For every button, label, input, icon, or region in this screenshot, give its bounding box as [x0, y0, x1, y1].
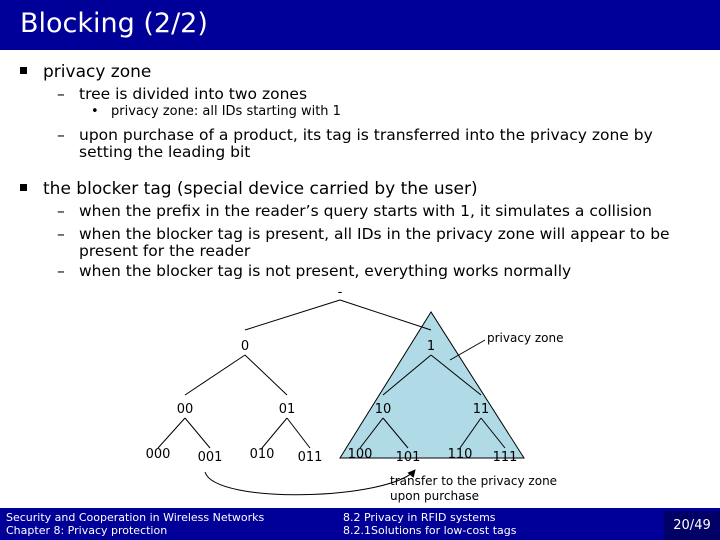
slide-title: Blocking (2/2) [20, 8, 208, 39]
sub-bullet-not-present [57, 263, 571, 280]
sub-sub-bullet-text: privacy zone: all IDs starting with 1 [111, 104, 341, 119]
title-bar [0, 0, 720, 50]
edge-0-01 [245, 355, 287, 395]
node-001: 001 [197, 450, 223, 465]
node-101: 101 [395, 450, 421, 465]
node-100: 100 [347, 447, 373, 462]
node-0: 0 [240, 339, 250, 354]
sub-bullet-text: tree is divided into two zones [79, 85, 308, 103]
edge-00-001 [185, 418, 210, 448]
node-root: - [337, 285, 343, 300]
bullet-text: privacy zone [43, 62, 152, 82]
page-number-box [664, 511, 720, 540]
sub-bullet-text: when the blocker tag is not present, everything works normally [79, 262, 572, 280]
sub-sub-bullet-privacy-ids [91, 104, 341, 120]
footer-bar [0, 508, 720, 540]
node-111: 111 [492, 450, 518, 465]
footer-subsection-title: 8.2.1Solutions for low-cost tags [343, 524, 517, 537]
dash-icon: – [57, 262, 65, 280]
node-1: 1 [426, 339, 436, 354]
dash-icon: – [57, 225, 65, 243]
page-number: 20/49 [673, 518, 711, 533]
sub-bullet-text: when the prefix in the reader’s query starts with 1, it simulates a collision [79, 202, 652, 220]
dash-icon: – [57, 202, 65, 220]
node-010: 010 [249, 447, 275, 462]
sub-bullet-text: when the blocker tag is present, all IDs in the privacy zone will appear to be [79, 225, 670, 243]
footer-section-title: 8.2 Privacy in RFID systems [343, 511, 496, 524]
sub-bullet-prefix [57, 203, 652, 220]
square-bullet-icon [20, 184, 27, 191]
edge-root-1 [340, 300, 431, 330]
edge-0-00 [185, 355, 245, 395]
footer-chapter: Chapter 8: Privacy protection [6, 524, 168, 537]
bullet-text: the blocker tag (special device carried by the user) [43, 179, 478, 199]
sub-bullet-text: present for the reader [79, 242, 251, 260]
dash-icon: – [57, 85, 65, 103]
dot-bullet-icon: • [91, 104, 99, 119]
node-00: 00 [176, 402, 194, 417]
sub-bullet-text: setting the leading bit [79, 143, 251, 161]
sub-bullet-upon-purchase [57, 127, 653, 144]
sub-bullet-present-cont [57, 243, 250, 260]
footer-section [343, 511, 517, 537]
sub-bullet-tree-divided [57, 86, 307, 103]
bullet-blocker-tag [20, 179, 478, 199]
transfer-arrow [205, 470, 415, 495]
node-011: 011 [297, 450, 323, 465]
node-01: 01 [278, 402, 296, 417]
node-000: 000 [145, 447, 171, 462]
transfer-label-line2: upon purchase [390, 489, 480, 503]
node-110: 110 [447, 447, 473, 462]
edge-00-000 [158, 418, 185, 448]
square-bullet-icon [20, 67, 27, 74]
sub-bullet-text: upon purchase of a product, its tag is transferred into the privacy zone by [79, 126, 653, 144]
edge-01-011 [287, 418, 310, 448]
footer-course [6, 511, 264, 537]
node-11: 11 [472, 402, 490, 417]
node-10: 10 [374, 402, 392, 417]
footer-course-title: Security and Cooperation in Wireless Networks [6, 511, 265, 524]
dash-icon: – [57, 126, 65, 144]
bullet-privacy-zone [20, 62, 151, 82]
privacy-zone-label: privacy zone [487, 331, 564, 345]
binary-tree-diagram [0, 285, 720, 507]
edge-01-010 [262, 418, 287, 448]
sub-bullet-present [57, 226, 670, 243]
transfer-label-line1: transfer to the privacy zone [390, 474, 558, 488]
edge-root-0 [245, 300, 340, 330]
sub-bullet-upon-purchase-cont [57, 144, 250, 161]
